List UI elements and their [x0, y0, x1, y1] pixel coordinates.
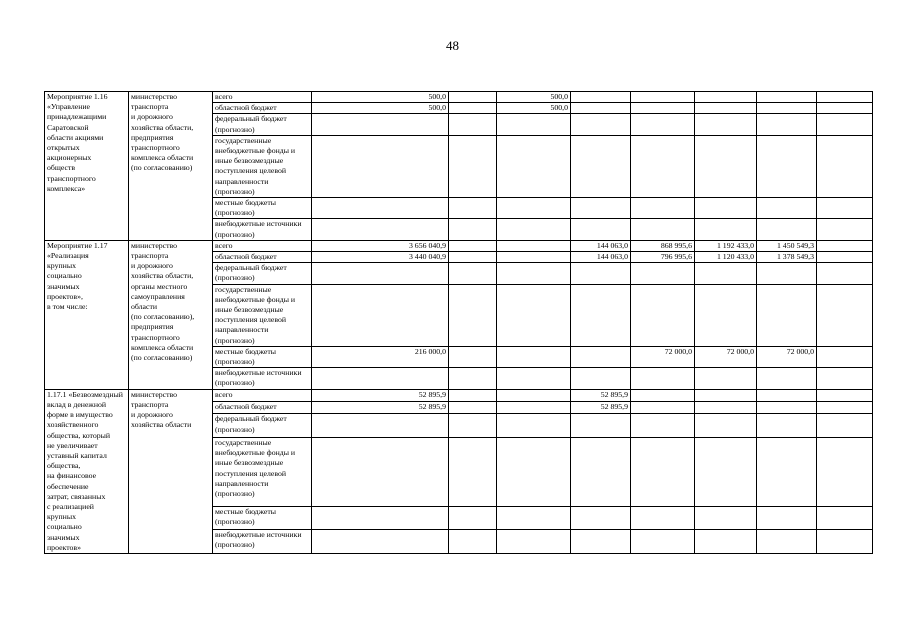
executor-line: транспорта	[131, 251, 169, 261]
amount-cell	[695, 284, 757, 346]
executor-line: хозяйства области,	[131, 122, 194, 132]
funding-source-cell: местные бюджеты (прогнозно)	[213, 346, 312, 367]
amount-cell	[497, 368, 571, 389]
spacer-cell	[817, 284, 873, 346]
amount-cell	[449, 438, 497, 507]
funding-source-cell: областной бюджет	[213, 252, 312, 263]
amount-cell	[757, 438, 817, 507]
amount-cell: 52 895,9	[571, 389, 631, 401]
amount-cell	[497, 198, 571, 219]
amount-cell	[631, 263, 695, 284]
amount-cell: 500,0	[312, 103, 449, 114]
amount-cell	[631, 368, 695, 389]
measure-name-line: крупных	[47, 512, 76, 522]
executor-line: министерство	[131, 389, 178, 399]
funding-source-cell: областной бюджет	[213, 402, 312, 414]
amount-cell	[571, 263, 631, 284]
executor-line: предприятия	[131, 132, 174, 142]
executor-line: транспорта	[131, 102, 169, 112]
executor-line: транспорта	[131, 399, 169, 409]
executor-line: хозяйства области,	[131, 271, 194, 281]
measure-name-line: уставный капитал	[47, 450, 107, 460]
measure-name-line: области акциями	[47, 132, 104, 142]
amount-cell: 72 000,0	[631, 346, 695, 367]
amount-cell	[312, 368, 449, 389]
measure-name-line: 1.17.1 «Безвозмездный	[47, 389, 123, 399]
amount-cell	[312, 263, 449, 284]
amount-cell: 72 000,0	[757, 346, 817, 367]
amount-cell	[695, 530, 757, 554]
amount-cell	[695, 219, 757, 240]
measure-name-line: вклад в денежной	[47, 399, 107, 409]
executor-line: министерство	[131, 92, 178, 101]
measure-name-line: транспортного	[47, 173, 96, 183]
amount-cell	[757, 114, 817, 135]
amount-cell	[631, 92, 695, 103]
amount-cell: 52 895,9	[571, 402, 631, 414]
amount-cell	[695, 135, 757, 197]
executor-line: области	[131, 302, 158, 312]
measure-name-line: комплекса»	[47, 183, 86, 193]
amount-cell	[449, 368, 497, 389]
spacer-cell	[817, 530, 873, 554]
amount-cell	[312, 438, 449, 507]
amount-cell	[497, 414, 571, 438]
amount-cell	[449, 219, 497, 240]
amount-cell	[571, 135, 631, 197]
amount-cell	[631, 438, 695, 507]
amount-cell	[757, 263, 817, 284]
measure-name-cell	[45, 92, 129, 241]
amount-cell	[497, 284, 571, 346]
measure-name-line: значимых	[47, 281, 80, 291]
amount-cell	[695, 402, 757, 414]
amount-cell: 72 000,0	[695, 346, 757, 367]
measure-name-cell	[45, 389, 129, 553]
amount-cell: 500,0	[497, 92, 571, 103]
funding-source-cell: всего	[213, 92, 312, 103]
amount-cell	[497, 346, 571, 367]
measure-name-line: акционерных	[47, 153, 92, 163]
amount-cell	[757, 284, 817, 346]
spacer-cell	[817, 438, 873, 507]
measure-name-line: общества, который	[47, 430, 111, 440]
amount-cell	[449, 114, 497, 135]
amount-cell	[631, 530, 695, 554]
amount-cell	[497, 389, 571, 401]
amount-cell	[757, 389, 817, 401]
spacer-cell	[817, 103, 873, 114]
amount-cell: 1 120 433,0	[695, 252, 757, 263]
executor-line: и дорожного	[131, 410, 173, 420]
amount-cell	[571, 114, 631, 135]
measure-name-line: на финансовое	[47, 471, 97, 481]
amount-cell	[631, 198, 695, 219]
measure-name-line: Саратовской	[47, 122, 89, 132]
amount-cell	[449, 414, 497, 438]
measure-name-line: «Управление	[47, 102, 91, 112]
spacer-cell	[817, 198, 873, 219]
amount-cell	[449, 103, 497, 114]
funding-source-cell: местные бюджеты (прогнозно)	[213, 506, 312, 530]
measure-name-cell	[45, 240, 129, 389]
amount-cell	[757, 92, 817, 103]
amount-cell: 500,0	[497, 103, 571, 114]
amount-cell: 796 995,6	[631, 252, 695, 263]
amount-cell	[695, 506, 757, 530]
amount-cell	[312, 198, 449, 219]
amount-cell	[631, 114, 695, 135]
amount-cell	[449, 240, 497, 251]
measure-name-line: социально	[47, 522, 82, 532]
amount-cell	[631, 103, 695, 114]
executor-line: предприятия	[131, 322, 174, 332]
amount-cell	[571, 92, 631, 103]
table-row	[45, 92, 877, 103]
amount-cell	[497, 114, 571, 135]
amount-cell	[449, 506, 497, 530]
amount-cell	[695, 389, 757, 401]
executor-line: и дорожного	[131, 112, 173, 122]
amount-cell	[497, 506, 571, 530]
amount-cell	[449, 346, 497, 367]
spacer-cell	[817, 506, 873, 530]
table-row	[45, 389, 877, 401]
amount-cell	[631, 135, 695, 197]
amount-cell	[497, 263, 571, 284]
funding-source-cell: местные бюджеты (прогнозно)	[213, 198, 312, 219]
amount-cell	[449, 263, 497, 284]
amount-cell	[449, 135, 497, 197]
measure-name-line: крупных	[47, 261, 76, 271]
amount-cell	[449, 198, 497, 219]
amount-cell: 868 995,6	[631, 240, 695, 251]
funding-source-cell: федеральный бюджет (прогнозно)	[213, 263, 312, 284]
executor-line: транспортного	[131, 332, 180, 342]
amount-cell	[571, 414, 631, 438]
measure-name-line: форме в имущество	[47, 410, 113, 420]
amount-cell: 1 378 549,3	[757, 252, 817, 263]
spacer-cell	[817, 402, 873, 414]
executor-line: и дорожного	[131, 261, 173, 271]
table-row	[45, 240, 877, 251]
measure-name-line: проектов»,	[47, 291, 83, 301]
amount-cell	[695, 92, 757, 103]
amount-cell	[631, 219, 695, 240]
funding-source-cell: государственные внебюджетные фонды и иные безвозмездные поступления целевой направленности (прогнозно)	[213, 284, 312, 346]
funding-source-cell: государственные внебюджетные фонды и иные безвозмездные поступления целевой направленности (прогнозно)	[213, 438, 312, 507]
amount-cell: 216 000,0	[312, 346, 449, 367]
amount-cell	[571, 438, 631, 507]
amount-cell	[571, 368, 631, 389]
executor-line: (по согласованию)	[131, 163, 193, 173]
measure-name-line: проектов»	[47, 542, 81, 552]
amount-cell	[312, 114, 449, 135]
measure-name-line: Мероприятие 1.17	[47, 240, 108, 250]
measure-name-line: значимых	[47, 532, 80, 542]
measure-name-line: хозяйственного	[47, 420, 99, 430]
funding-source-cell: внебюджетные источники (прогнозно)	[213, 219, 312, 240]
amount-cell	[695, 438, 757, 507]
amount-cell	[571, 530, 631, 554]
spacer-cell	[817, 219, 873, 240]
spacer-cell	[817, 263, 873, 284]
amount-cell: 3 440 040,9	[312, 252, 449, 263]
amount-cell	[497, 219, 571, 240]
measure-name-line: с реализацией	[47, 501, 94, 511]
amount-cell	[497, 402, 571, 414]
amount-cell	[571, 198, 631, 219]
amount-cell	[757, 135, 817, 197]
executor-line: хозяйства области	[131, 420, 192, 430]
measure-name-line: общества,	[47, 461, 81, 471]
amount-cell: 144 063,0	[571, 240, 631, 251]
amount-cell	[695, 368, 757, 389]
executor-cell	[129, 389, 213, 553]
amount-cell	[757, 402, 817, 414]
measure-name-line: Мероприятие 1.16	[47, 92, 108, 101]
amount-cell	[695, 414, 757, 438]
funding-source-cell: всего	[213, 240, 312, 251]
spacer-cell	[817, 368, 873, 389]
amount-cell: 3 656 040,9	[312, 240, 449, 251]
amount-cell	[695, 263, 757, 284]
amount-cell	[695, 198, 757, 219]
executor-line: транспортного	[131, 143, 180, 153]
executor-line: самоуправления	[131, 291, 185, 301]
executor-line: (по согласованию)	[131, 353, 193, 363]
amount-cell	[631, 402, 695, 414]
measure-name-line: затрат, связанных	[47, 491, 106, 501]
amount-cell: 52 895,9	[312, 402, 449, 414]
amount-cell	[497, 530, 571, 554]
amount-cell	[757, 530, 817, 554]
executor-cell	[129, 92, 213, 241]
amount-cell	[449, 402, 497, 414]
amount-cell	[449, 389, 497, 401]
amount-cell: 1 192 433,0	[695, 240, 757, 251]
amount-cell	[571, 506, 631, 530]
amount-cell	[497, 252, 571, 263]
amount-cell	[312, 530, 449, 554]
amount-cell	[757, 198, 817, 219]
amount-cell	[497, 240, 571, 251]
amount-cell	[312, 506, 449, 530]
spacer-cell	[817, 135, 873, 197]
funding-source-cell: государственные внебюджетные фонды и иные безвозмездные поступления целевой направленности (прогнозно)	[213, 135, 312, 197]
amount-cell	[449, 92, 497, 103]
spacer-cell	[817, 389, 873, 401]
amount-cell	[757, 103, 817, 114]
amount-cell	[449, 252, 497, 263]
amount-cell	[631, 506, 695, 530]
amount-cell	[449, 530, 497, 554]
spacer-cell	[817, 114, 873, 135]
funding-source-cell: федеральный бюджет (прогнозно)	[213, 414, 312, 438]
measure-name-line: принадлежащими	[47, 112, 107, 122]
amount-cell	[757, 414, 817, 438]
funding-source-cell: областной бюджет	[213, 103, 312, 114]
amount-cell	[312, 414, 449, 438]
funding-source-cell: внебюджетные источники (прогнозно)	[213, 368, 312, 389]
amount-cell	[571, 284, 631, 346]
spacer-cell	[817, 346, 873, 367]
funding-source-cell: внебюджетные источники (прогнозно)	[213, 530, 312, 554]
amount-cell	[312, 135, 449, 197]
amount-cell	[571, 346, 631, 367]
executor-line: органы местного	[131, 281, 188, 291]
spacer-cell	[817, 414, 873, 438]
executor-line: министерство	[131, 240, 178, 250]
amount-cell: 52 895,9	[312, 389, 449, 401]
amount-cell	[757, 506, 817, 530]
amount-cell: 500,0	[312, 92, 449, 103]
amount-cell	[497, 438, 571, 507]
measure-name-line: обеспечение	[47, 481, 89, 491]
amount-cell	[695, 103, 757, 114]
executor-cell	[129, 240, 213, 389]
amount-cell	[631, 284, 695, 346]
amount-cell	[757, 368, 817, 389]
amount-cell	[695, 114, 757, 135]
executor-line: комплекса области	[131, 342, 194, 352]
measure-name-line: открытых	[47, 143, 80, 153]
spacer-cell	[817, 240, 873, 251]
amount-cell	[757, 219, 817, 240]
amount-cell	[312, 219, 449, 240]
amount-cell: 1 450 549,3	[757, 240, 817, 251]
measure-name-line: обществ	[47, 163, 76, 173]
measure-name-line: не увеличивает	[47, 440, 98, 450]
executor-line: комплекса области	[131, 153, 194, 163]
budget-table	[44, 91, 877, 554]
measure-name-line: «Реализация	[47, 251, 89, 261]
spacer-cell	[817, 92, 873, 103]
amount-cell	[631, 414, 695, 438]
executor-line: (по согласованию),	[131, 312, 195, 322]
amount-cell	[631, 389, 695, 401]
funding-source-cell: всего	[213, 389, 312, 401]
amount-cell: 144 063,0	[571, 252, 631, 263]
spacer-cell	[817, 252, 873, 263]
amount-cell	[571, 219, 631, 240]
amount-cell	[497, 135, 571, 197]
amount-cell	[449, 284, 497, 346]
funding-source-cell: федеральный бюджет (прогнозно)	[213, 114, 312, 135]
page-number: 48	[446, 38, 459, 53]
measure-name-line: в том числе:	[47, 302, 88, 312]
measure-name-line: социально	[47, 271, 82, 281]
amount-cell	[312, 284, 449, 346]
amount-cell	[571, 103, 631, 114]
